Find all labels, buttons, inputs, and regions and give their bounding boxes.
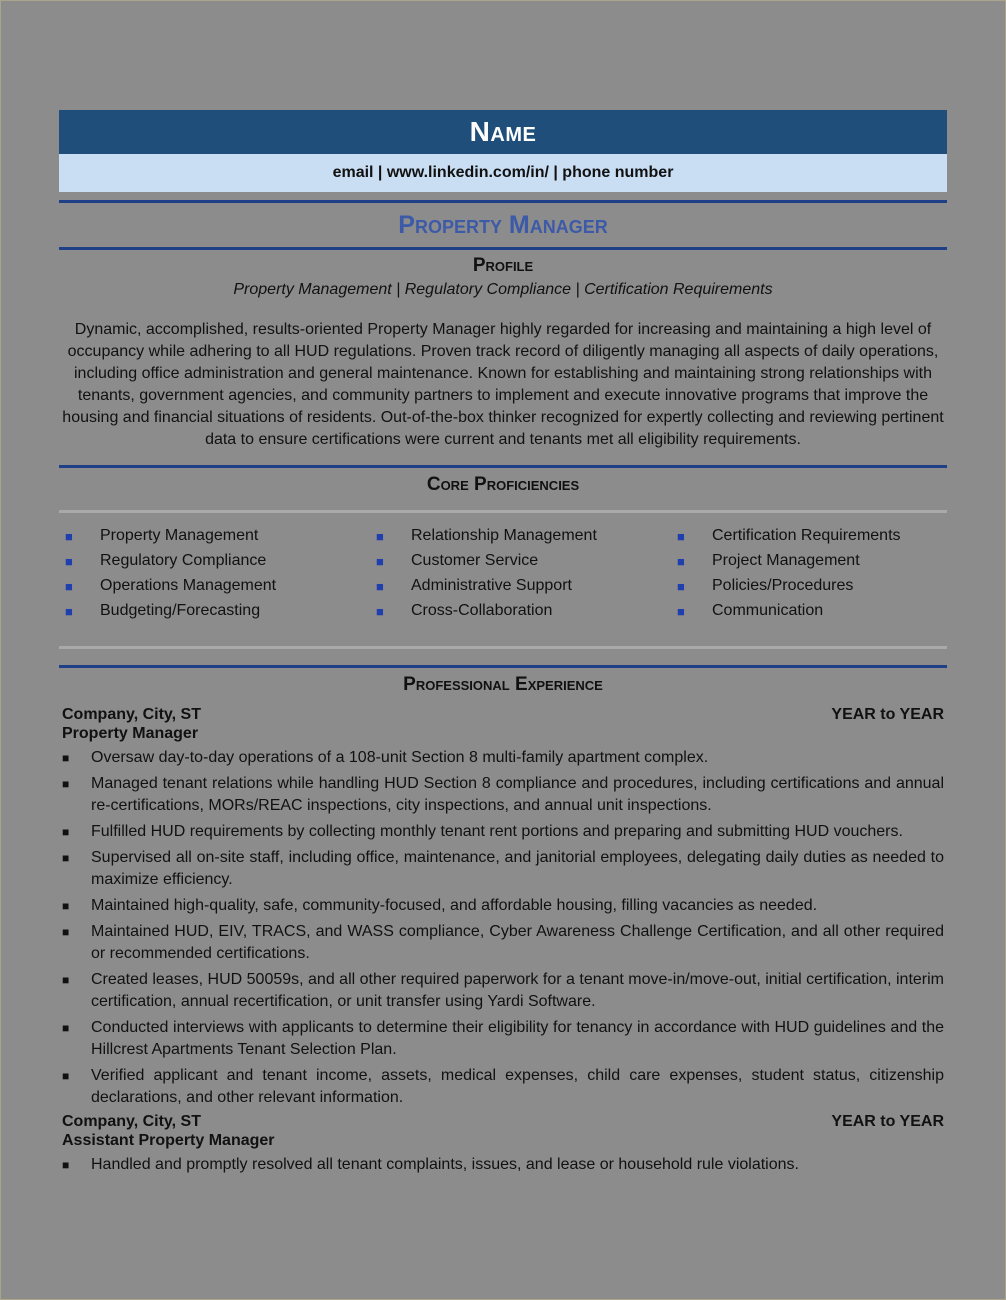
- name-header: [59, 110, 947, 154]
- job-role: Assistant Property Manager: [62, 1132, 275, 1149]
- profile-subheading: Property Management | Regulatory Compliance | Certification Requirements: [233, 281, 773, 298]
- list-item: ■ Maintained high-quality, safe, community-focused, and affordable housing, filling vacancies as needed.: [59, 895, 947, 917]
- bullet-icon: ■: [677, 603, 685, 619]
- list-item: ■ Fulfilled HUD requirements by collecting monthly tenant rent portions and preparing and submitting HUD vouchers.: [59, 821, 947, 843]
- list-item: ■ Administrative Support: [376, 577, 572, 594]
- proficiencies-list: [59, 513, 947, 622]
- bullet-icon: ■: [677, 553, 685, 569]
- experience-heading: Professional Experience: [403, 674, 603, 695]
- contact-line: email | www.linkedin.com/in/ | phone number: [332, 164, 674, 181]
- contact-bar: [59, 154, 947, 192]
- bullet-icon: ■: [62, 925, 70, 939]
- bullet-icon: ■: [62, 1021, 70, 1035]
- resume-page: [59, 110, 947, 1180]
- bullet-icon: ■: [62, 1158, 70, 1172]
- job-bullets: [59, 747, 947, 1109]
- job-header: [59, 706, 947, 724]
- list-item: ■ Cross-Collaboration: [376, 602, 553, 619]
- profile-heading: Profile: [472, 255, 534, 276]
- job-dates: YEAR to YEAR: [831, 706, 944, 723]
- bullet-icon: ■: [62, 851, 70, 865]
- bullet-icon: ■: [65, 603, 73, 619]
- bullet-icon: ■: [376, 603, 384, 619]
- company-location: Company, City, ST: [62, 1113, 201, 1130]
- bullet-icon: ■: [62, 825, 70, 839]
- job-bullets: [59, 1154, 947, 1176]
- bullet-icon: ■: [677, 528, 685, 544]
- list-item: ■ Project Management: [677, 552, 860, 569]
- list-item: ■ Regulatory Compliance: [65, 552, 267, 569]
- bullet-icon: ■: [376, 528, 384, 544]
- list-item: ■ Relationship Management: [376, 527, 597, 544]
- list-item: ■ Communication: [677, 602, 824, 619]
- candidate-name: Name: [469, 116, 537, 147]
- bullet-icon: ■: [65, 578, 73, 594]
- company-location: Company, City, ST: [62, 706, 201, 723]
- list-item: ■ Customer Service: [376, 552, 539, 569]
- bullet-icon: ■: [62, 777, 70, 791]
- bullet-icon: ■: [65, 528, 73, 544]
- list-item: ■ Maintained HUD, EIV, TRACS, and WASS compliance, Cyber Awareness Challenge Certification, and all other required or recommended certifications.: [59, 921, 947, 965]
- bullet-icon: ■: [677, 578, 685, 594]
- job-role: Property Manager: [62, 725, 199, 742]
- bullet-icon: ■: [62, 973, 70, 987]
- bullet-icon: ■: [62, 751, 70, 765]
- list-item: ■ Property Management: [65, 527, 259, 544]
- proficiencies-heading: Core Proficiencies: [426, 474, 580, 495]
- profile-summary: Dynamic, accomplished, results-oriented Property Manager highly regarded for increasing and maintaining a high level of occupancy while adhering to all HUD regulations. Proven track record of diligently managing all aspects of daily operations, including office administration and general maintenance. Known for establishing and maintaining strong relationships with tenants, government agencies, and community partners to implement and execute innovative programs that improve the housing and financial situations of residents. Out-of-the-box thinker recognized for expertly collecting and reviewing pertinent data to ensure certifications were current and tenants met all eligibility requirements.: [62, 321, 944, 448]
- bullet-icon: ■: [62, 1069, 70, 1083]
- bullet-icon: ■: [65, 553, 73, 569]
- list-item: ■ Oversaw day-to-day operations of a 108-unit Section 8 multi-family apartment complex.: [59, 747, 947, 769]
- list-item: ■ Policies/Procedures: [677, 577, 854, 594]
- list-item: ■ Budgeting/Forecasting: [65, 602, 261, 619]
- list-item: ■ Managed tenant relations while handling HUD Section 8 compliance and procedures, including certifications and annual re-certifications, MORs/REAC inspections, city inspections, and annual unit inspections.: [59, 773, 947, 817]
- list-item: ■ Certification Requirements: [677, 527, 901, 544]
- list-item: ■ Conducted interviews with applicants to determine their eligibility for tenancy in accordance with HUD guidelines and the Hillcrest Apartments Tenant Selection Plan.: [59, 1017, 947, 1061]
- job-header: [59, 1113, 947, 1131]
- bullet-icon: ■: [376, 553, 384, 569]
- bullet-icon: ■: [62, 899, 70, 913]
- list-item: ■ Created leases, HUD 50059s, and all other required paperwork for a tenant move-in/move-out, initial certification, interim certification, annual recertification, or unit transfer using Yardi Software.: [59, 969, 947, 1013]
- job-dates: YEAR to YEAR: [831, 1113, 944, 1130]
- list-item: ■ Operations Management: [65, 577, 277, 594]
- job-title: Property Manager: [398, 211, 608, 239]
- list-item: ■ Handled and promptly resolved all tenant complaints, issues, and lease or household rule violations.: [59, 1154, 947, 1176]
- list-item: ■ Supervised all on-site staff, including office, maintenance, and janitorial employees, delegating daily duties as needed to maximize efficiency.: [59, 847, 947, 891]
- list-item: ■ Verified applicant and tenant income, assets, medical expenses, child care expenses, student status, citizenship declarations, and other relevant information.: [59, 1065, 947, 1109]
- bullet-icon: ■: [376, 578, 384, 594]
